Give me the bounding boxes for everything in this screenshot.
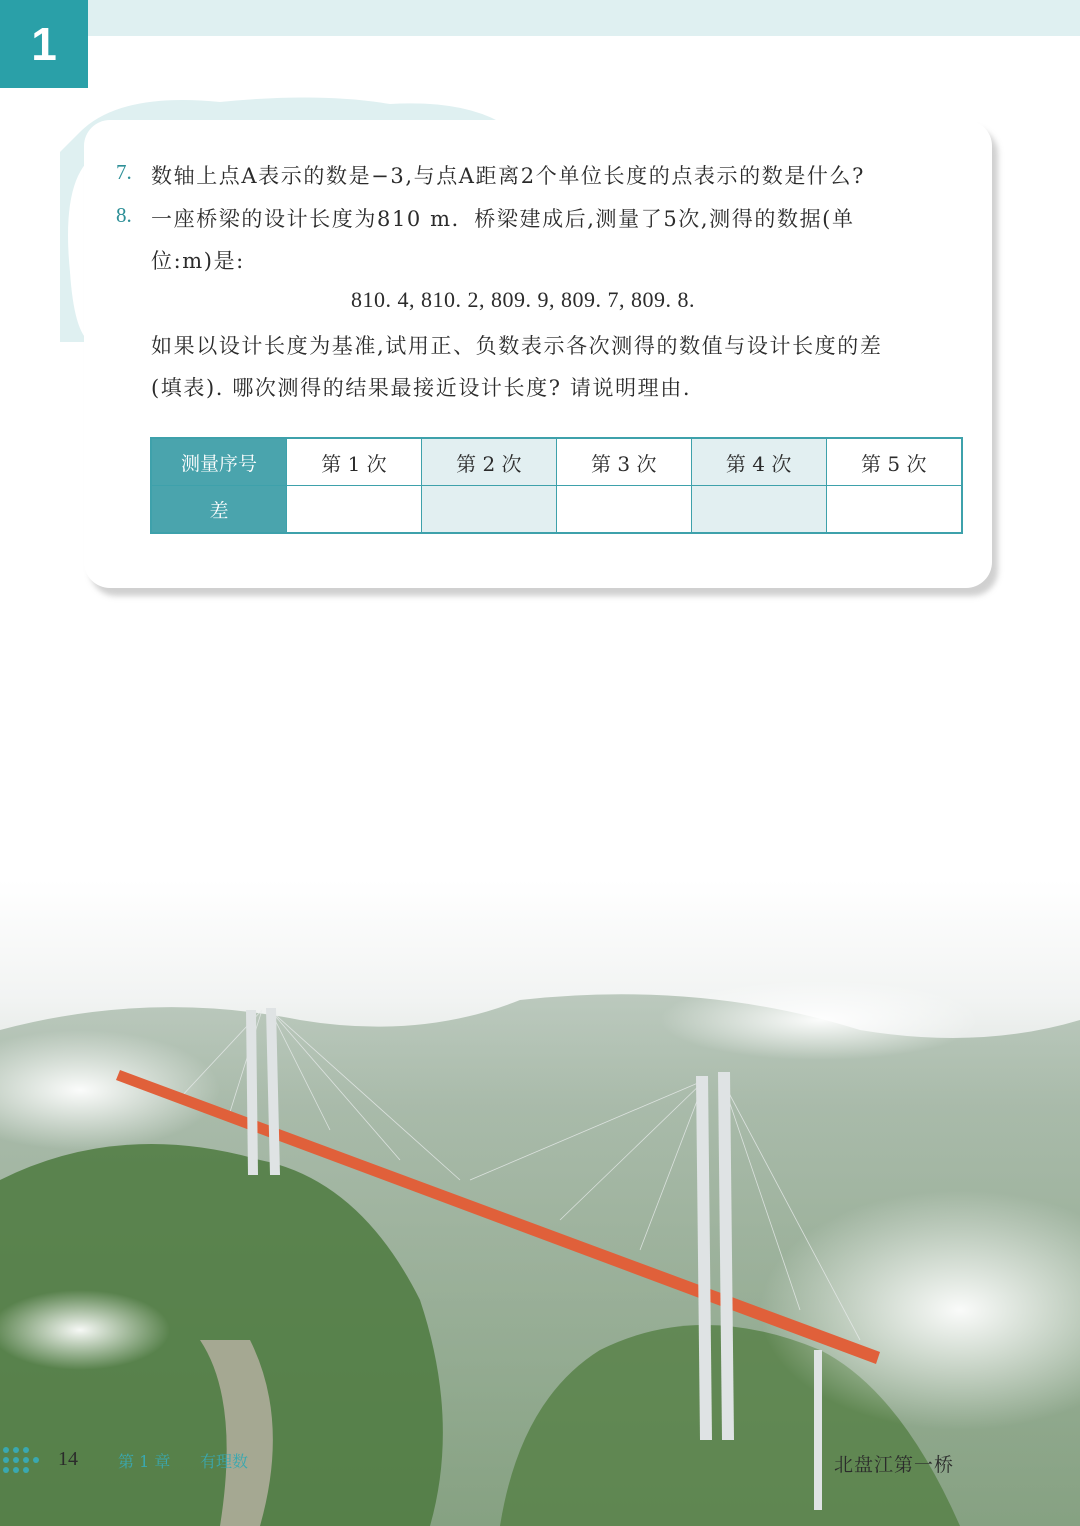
header-band (88, 0, 1080, 36)
table-row (151, 486, 962, 534)
problem-number: 7. (116, 160, 132, 184)
chapter-number: 1 (31, 18, 57, 70)
answer-cell[interactable] (826, 486, 962, 534)
problem-text-line: (填表). 哪次测得的结果最接近设计长度? 请说明理由. (151, 376, 692, 400)
answer-cell[interactable] (691, 486, 826, 534)
table-row (151, 438, 962, 486)
column-header: 第 1 次 (287, 438, 422, 486)
row-header: 测量序号 (151, 438, 287, 486)
column-header: 第 5 次 (826, 438, 962, 486)
answer-cell[interactable] (556, 486, 691, 534)
bridge-photo (0, 880, 1080, 1526)
page-ornament-icon (0, 1440, 50, 1480)
measurement-table (150, 437, 963, 534)
measurement-data: 810. 4, 810. 2, 809. 9, 809. 7, 809. 8. (351, 287, 695, 312)
chapter-title: 有理数 (200, 1452, 249, 1471)
problem-text-line: 位:m)是: (151, 249, 245, 273)
problem-text-line: 如果以设计长度为基准,试用正、负数表示各次测得的数值与设计长度的差 (151, 334, 883, 358)
chapter-tab (0, 0, 88, 88)
answer-cell[interactable] (287, 486, 422, 534)
column-header: 第 3 次 (556, 438, 691, 486)
photo-caption: 北盘江第一桥 (834, 1454, 955, 1476)
problem-number: 8. (116, 203, 132, 227)
row-header: 差 (151, 486, 287, 534)
page-number: 14 (58, 1448, 78, 1470)
column-header: 第 2 次 (421, 438, 556, 486)
answer-cell[interactable] (421, 486, 556, 534)
problem-text-line: 一座桥梁的设计长度为810 m．桥梁建成后,测量了5次,测得的数据(单 (151, 207, 855, 231)
problem-text: 数轴上点A表示的数是−3,与点A距离2个单位长度的点表示的数是什么? (151, 164, 865, 188)
chapter-label: 第 1 章 (118, 1452, 171, 1471)
column-header: 第 4 次 (691, 438, 826, 486)
